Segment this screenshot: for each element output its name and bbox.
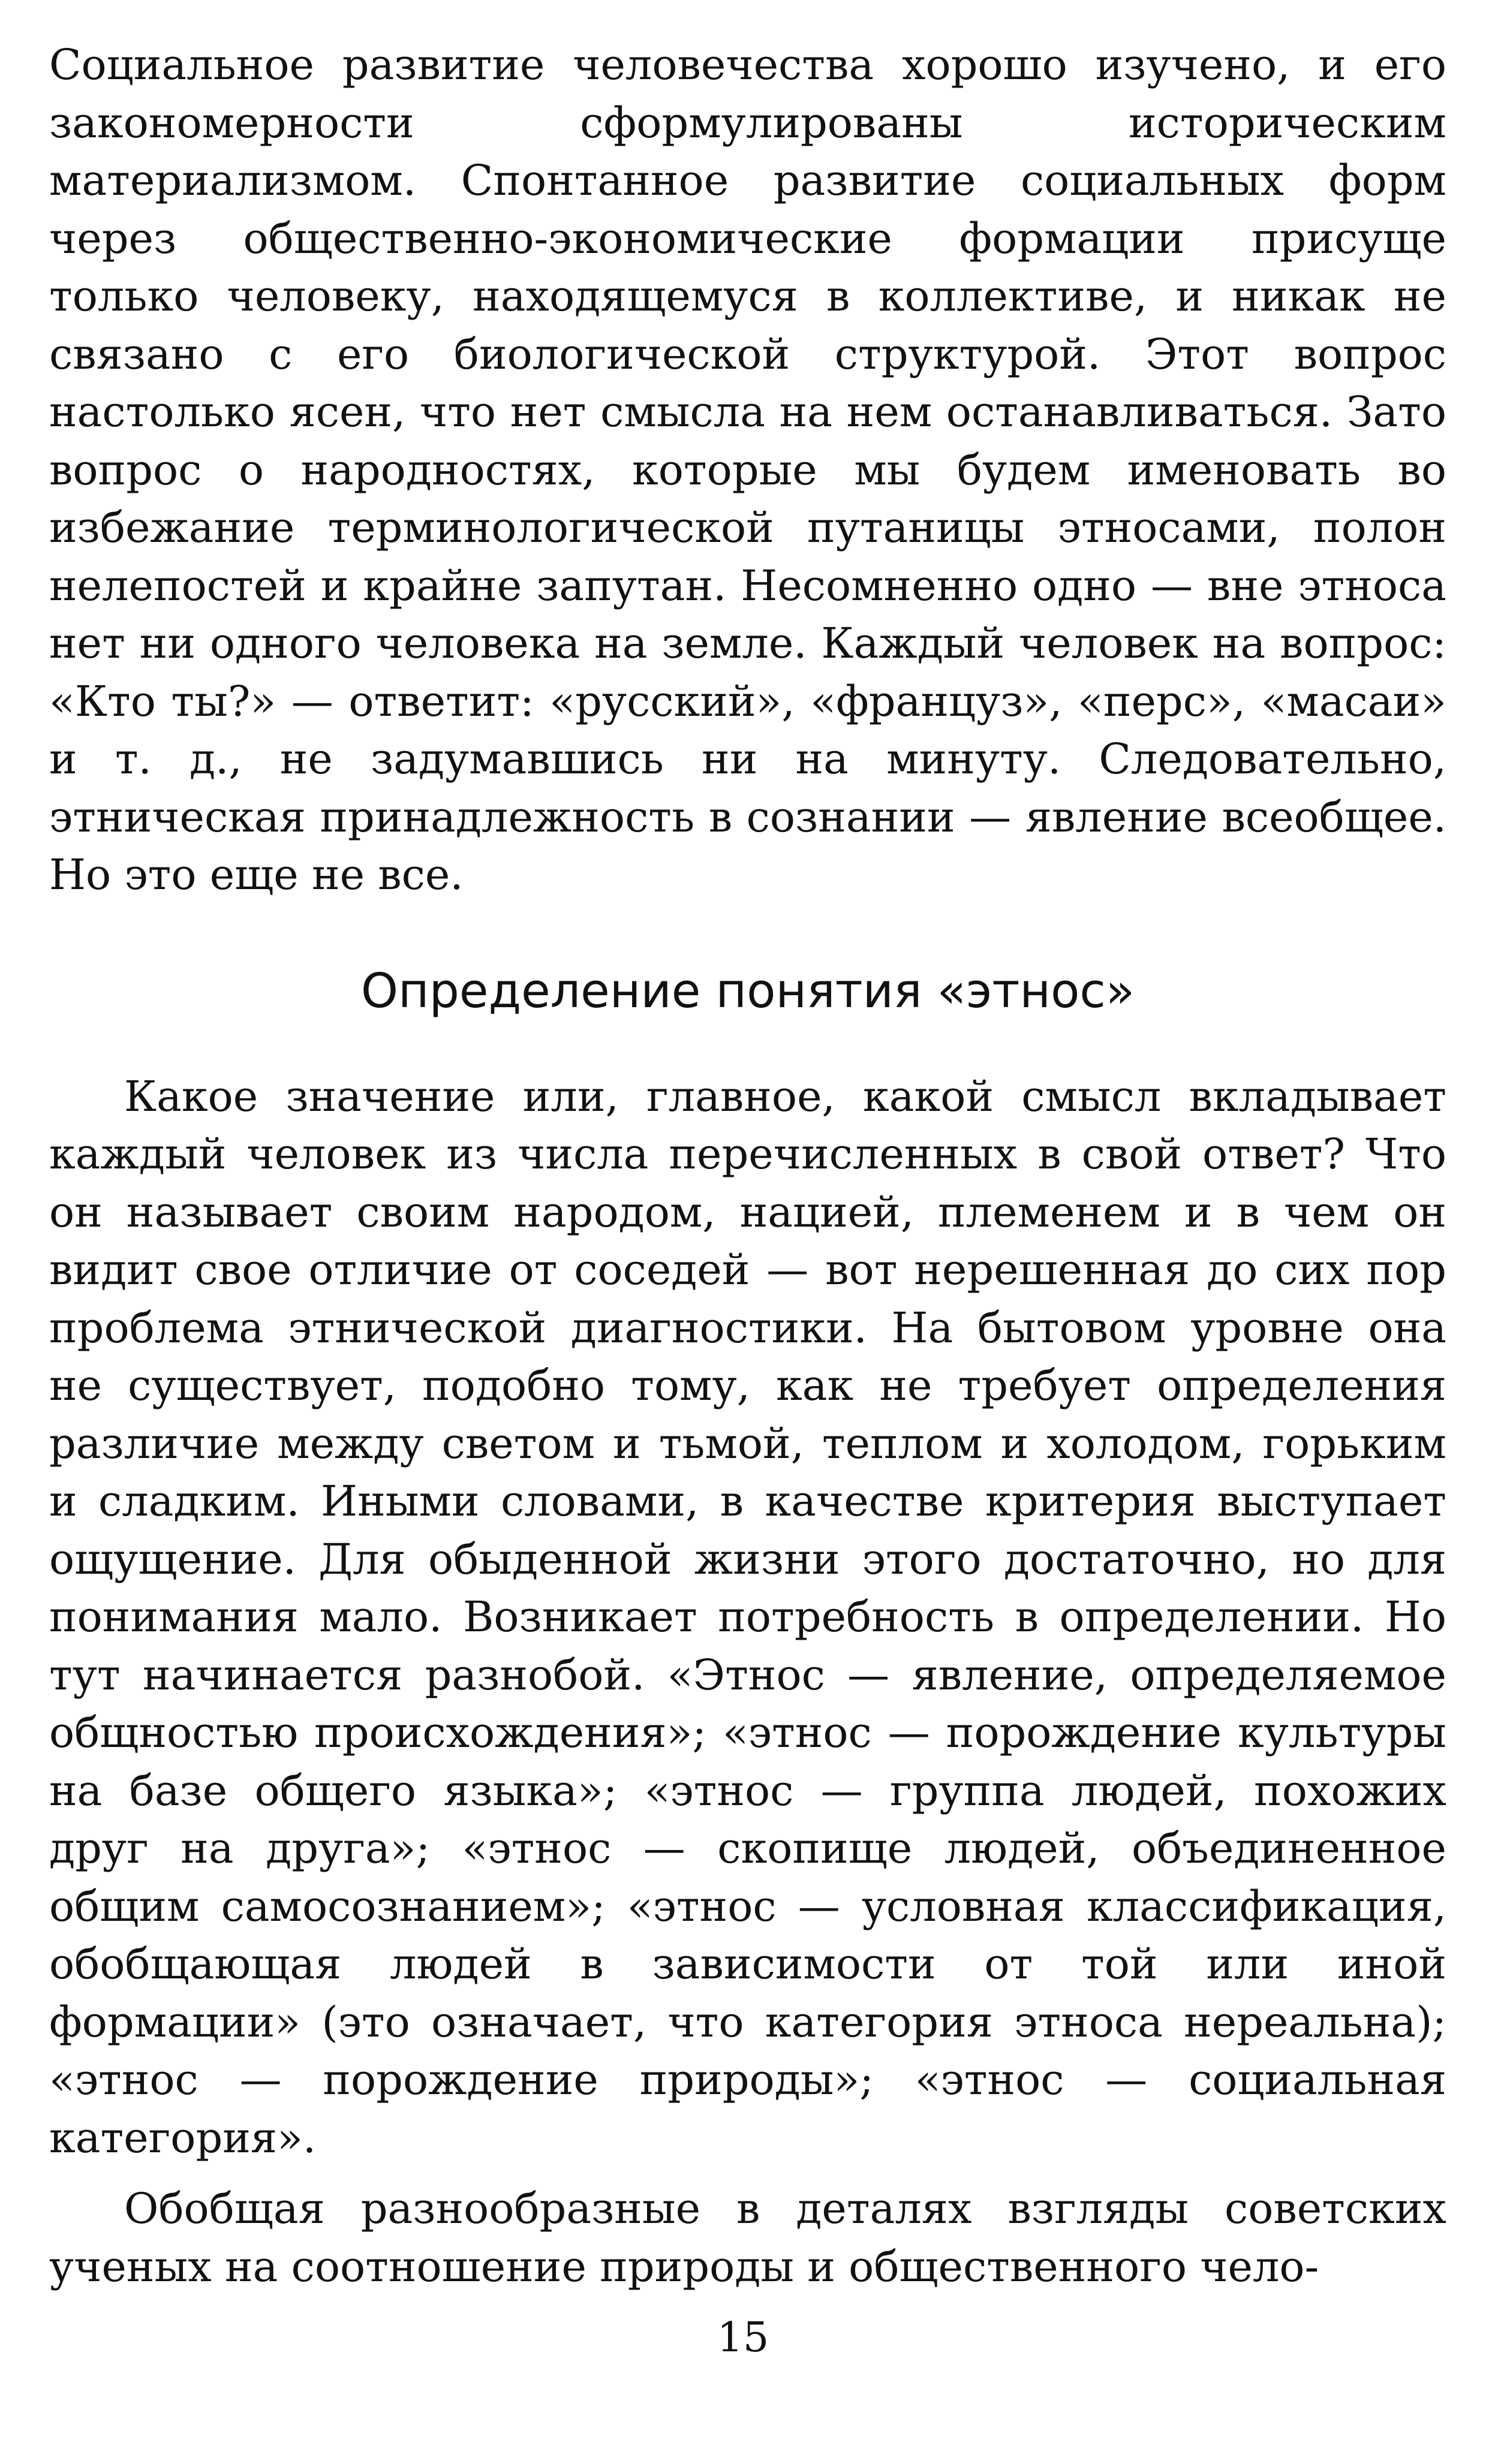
paragraph-1: Социальное развитие человечества хорошо изучено, и его закономерности сформулированы историческим материализмом. Спонтанное развитие социальных форм через общественно-экономические формации присуще только человеку, находящемуся в коллективе, и никак не связано с его биологической структурой. Этот вопрос настолько ясен, что нет смысла на нем останавливаться. Зато вопрос о народностях, которые мы будем именовать во избежание терминологической путаницы этносами, полон нелепостей и крайне запутан. Несомненно одно — вне этноса нет ни одного человека на земле. Каждый человек на вопрос: «Кто ты?» — ответит: «русский», «француз», «перс», «масаи» и т. д., не задумавшись ни на минуту. Следовательно, этническая принадлежность в сознании — явление всеобщее. Но это еще не все. <box>49 40 1446 899</box>
paragraph-3: Обобщая разнообразные в деталях взгляды советских ученых на соотношение природы и общественного чело- <box>49 2184 1446 2291</box>
paragraph-2: Какое значение или, главное, какой смысл вкладывает каждый человек из числа перечисленных в свой ответ? Что он называет своим народом, нацией, племенем и в чем он видит свое отличие от соседей — вот нерешенная до сих пор проблема этнической диагностики. На бытовом уровне она не существует, подобно тому, как не требует определения различие между светом и тьмой, теплом и холодом, горьким и сладким. Иными словами, в качестве критерия выступает ощущение. Для обыденной жизни этого достаточно, но для понимания мало. Возникает потребность в определении. Но тут начинается разнобой. «Этнос — явление, определяемое общностью происхождения»; «этнос — порождение культуры на базе общего языка»; «этнос — группа людей, похожих друг на друга»; «этнос — скопище людей, объединенное общим самосознанием»; «этнос — условная классификация, обобщающая людей в зависимости от той или иной формации» (это означает, что категория этноса нереальна); «этнос — порождение природы»; «этнос — социальная категория». <box>49 1071 1446 2162</box>
page-content <box>49 36 1446 2296</box>
page-number: 15 <box>717 2314 769 2361</box>
section-heading: Определение понятия «этнос» <box>360 963 1135 1019</box>
